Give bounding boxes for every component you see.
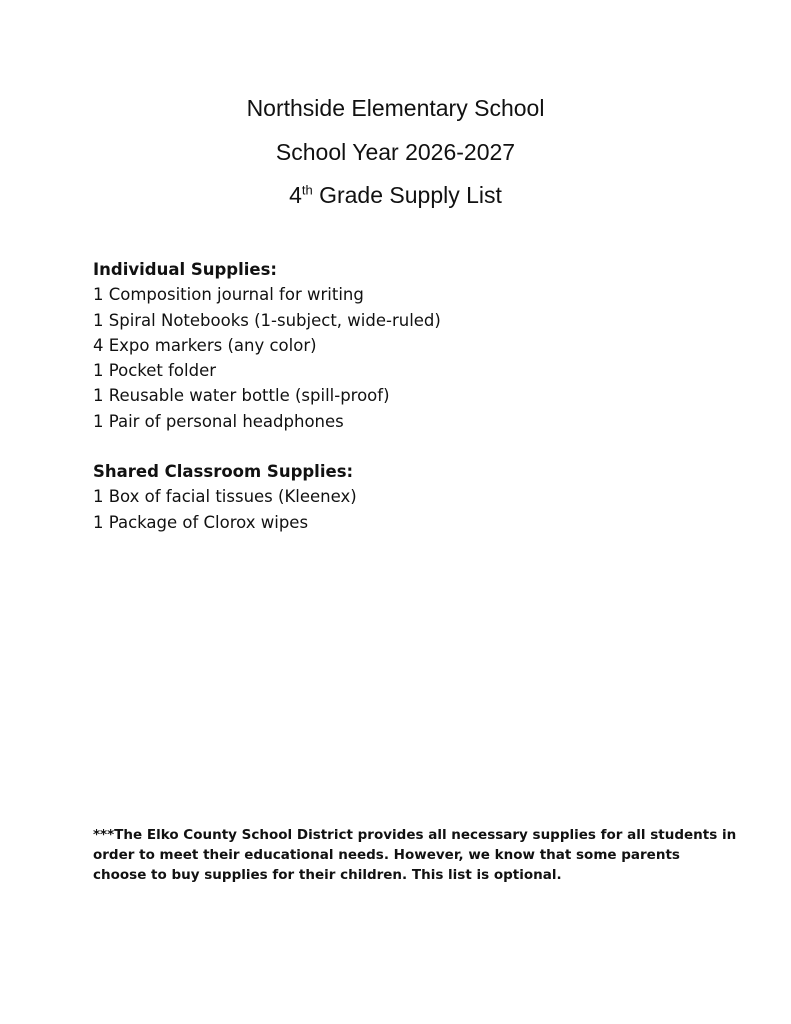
list-item: 1 Package of Clorox wipes [93,512,309,532]
list-item: 1 Reusable water bottle (spill-proof) [93,386,390,406]
footnote-line: ***The Elko County School District provides all necessary supplies for all students in [93,827,737,843]
list-item: 1 Pair of personal headphones [93,411,344,431]
list-item: 1 Pocket folder [93,361,217,381]
school-name-title: Northside Elementary School [246,95,545,121]
grade-title-text: Grade Supply List [312,182,502,208]
shared-supplies-section [93,459,733,535]
district-footnote [93,825,737,885]
footnote-line: choose to buy supplies for their children. This list is optional. [93,867,562,883]
individual-supplies-list [93,282,733,434]
list-item: 1 Spiral Notebooks (1-subject, wide-ruled) [93,310,441,330]
individual-supplies-section [93,257,733,434]
footnote-line: order to meet their educational needs. However, we know that some parents [93,847,680,863]
list-item: 4 Expo markers (any color) [93,335,317,355]
school-year-title: School Year 2026-2027 [275,139,516,165]
shared-supplies-list [93,484,733,535]
individual-supplies-heading: Individual Supplies: [93,260,278,279]
grade-ordinal-superscript: th [301,182,313,198]
list-item: 1 Composition journal for writing [93,285,364,305]
grade-list-title [0,180,791,210]
list-item: 1 Box of facial tissues (Kleenex) [93,487,357,507]
shared-supplies-heading: Shared Classroom Supplies: [93,462,354,481]
grade-number: 4 [289,182,302,208]
